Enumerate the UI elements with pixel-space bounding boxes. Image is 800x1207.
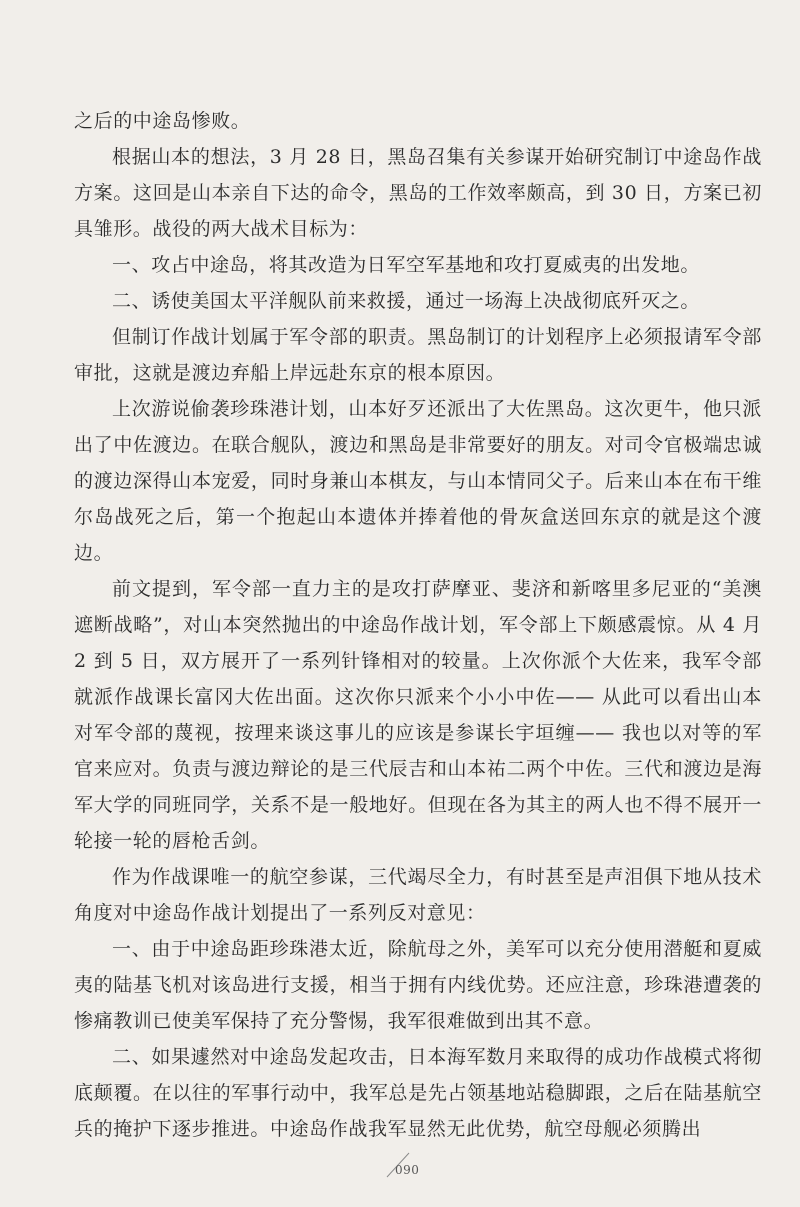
body-text [74, 103, 762, 1147]
paragraph-7: 作为作战课唯一的航空参谋，三代竭尽全力，有时甚至是声泪俱下地从技术角度对中途岛作战计划提出了一系列反对意见： [74, 866, 762, 924]
paragraph-6: 前文提到，军令部一直力主的是攻打萨摩亚、斐济和新喀里多尼亚的“美澳遮断战略”，对山本突然抛出的中途岛作战计划，军令部上下颇感震惊。从 4 月 2 到 5 日，双方展开了一系列针锋相对的较量。上次你派个大佐来，我军令部就派作战课长富冈大佐出面。这次你只派来个小小中佐—— 从此可以看出山本对军令部的蔑视，按理来谈这事儿的应该是参谋长宇垣缠—— 我也以对等的军官来应对。负责与渡边辩论的是三代辰吉和山本祐二两个中佐。三代和渡边是海军大学的同班同学，关系不是一般地好。但现在各为其主的两人也不得不展开一轮接一轮的唇枪舌剑。 [74, 578, 762, 852]
paragraph-5: 上次游说偷袭珍珠港计划，山本好歹还派出了大佐黑岛。这次更牛，他只派出了中佐渡边。在联合舰队，渡边和黑岛是非常要好的朋友。对司令官极端忠诚的渡边深得山本宠爱，同时身兼山本棋友，与山本情同父子。后来山本在布干维尔岛战死之后，第一个抱起山本遗体并捧着他的骨灰盒送回东京的就是这个渡边。 [74, 398, 762, 564]
paragraph-2: 一、攻占中途岛，将其改造为日军空军基地和攻打夏威夷的出发地。 [112, 254, 701, 276]
paragraph-0: 之后的中途岛惨败。 [74, 110, 251, 132]
paragraph-4: 但制订作战计划属于军令部的职责。黑岛制订的计划程序上必须报请军令部审批，这就是渡边弃船上岸远赴东京的根本原因。 [74, 326, 762, 384]
paragraph-1: 根据山本的想法，3 月 28 日，黑岛召集有关参谋开始研究制订中途岛作战方案。这回是山本亲自下达的命令，黑岛的工作效率颇高，到 30 日，方案已初具雏形。战役的两大战术目标为： [74, 146, 762, 240]
page-number: 090 [395, 1163, 420, 1177]
paragraph-9: 二、如果遽然对中途岛发起攻击，日本海军数月来取得的成功作战模式将彻底颠覆。在以往的军事行动中，我军总是先占领基地站稳脚跟，之后在陆基航空兵的掩护下逐步推进。中途岛作战我军显然无此优势，航空母舰必须腾出 [74, 1046, 762, 1140]
paragraph-3: 二、诱使美国太平洋舰队前来救援，通过一场海上决战彻底歼灭之。 [112, 290, 701, 312]
paragraph-8: 一、由于中途岛距珍珠港太近，除航母之外，美军可以充分使用潜艇和夏威夷的陆基飞机对该岛进行支援，相当于拥有内线优势。还应注意，珍珠港遭袭的惨痛教训已使美军保持了充分警惕，我军很难做到出其不意。 [74, 938, 762, 1032]
